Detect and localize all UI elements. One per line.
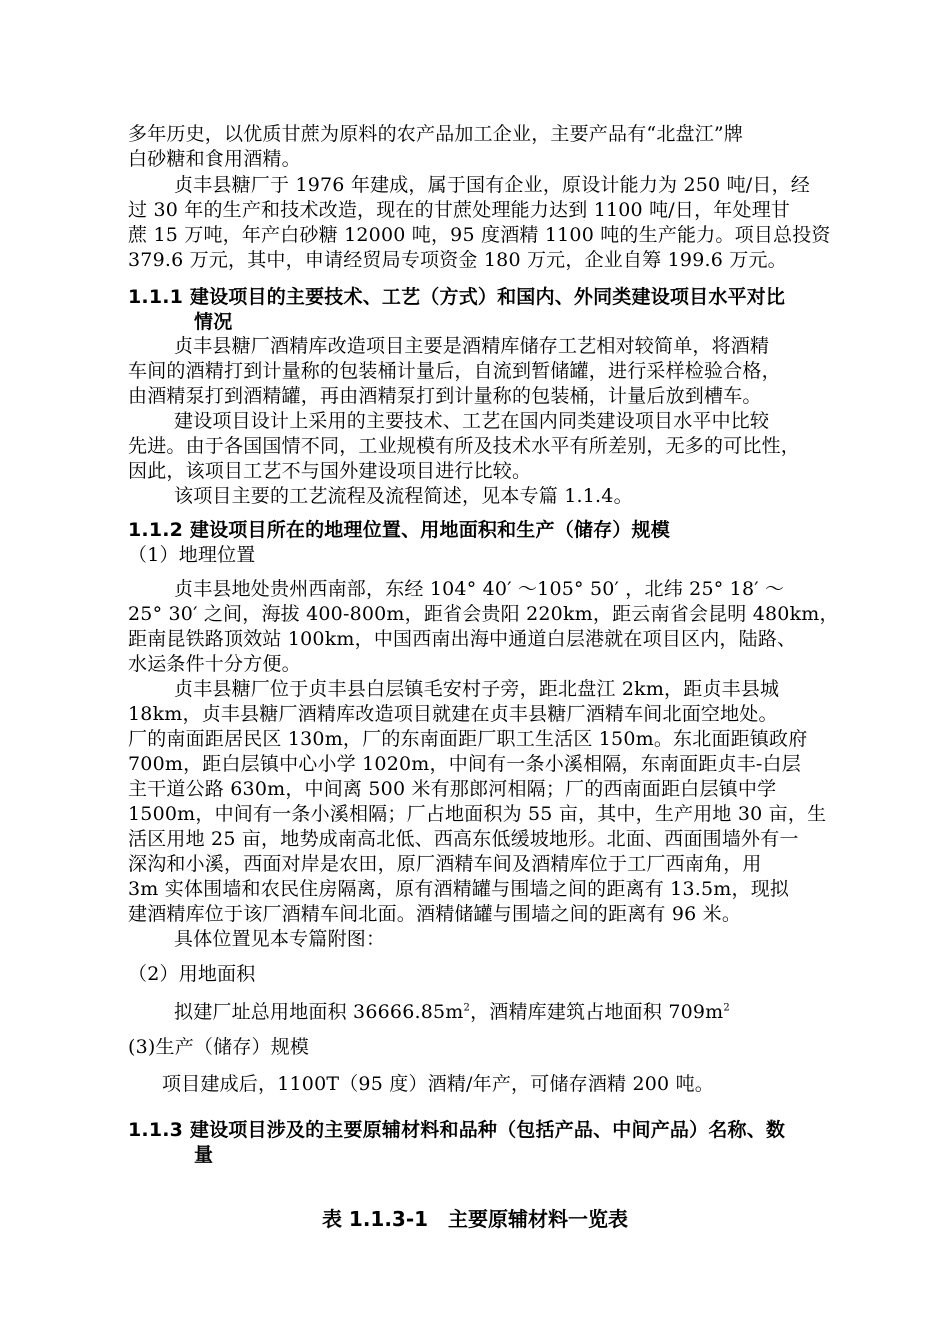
intro-para2-line-4: 379.6 万元，其中，申请经贸局专项资金 180 万元，企业自筹 199.6 万元。	[128, 249, 787, 271]
s111-para1-line-1: 贞丰县糖厂酒精库改造项目主要是酒精库储存工艺相对较简单，将酒精	[174, 335, 770, 357]
s112-para1-line-3: 距南昆铁路顶效站 100km，中国西南出海中通道白层港就在项目区内，陆路、	[128, 628, 797, 650]
superscript-b: 2	[723, 1002, 730, 1014]
subheading-location: （1）地理位置	[128, 544, 256, 566]
subheading-land-area: （2）用地面积	[128, 963, 256, 985]
s111-para2-line-2: 先进。由于各国国情不同，工业规模有所及技术水平有所差别，无多的可比性，	[128, 435, 801, 457]
s112-para1-line-1: 贞丰县地处贵州西南部，东经 104° 40′ ～105° 50′ ，北纬 25° 18′ ～	[174, 578, 785, 600]
s111-para2-line-3: 因此，该项目工艺不与国外建设项目进行比较。	[128, 460, 532, 482]
section-1-1-2-heading: 1.1.2 建设项目所在的地理位置、用地面积和生产（储存）规模	[128, 519, 670, 541]
s112-para2-line-7: 活区用地 25 亩，地势成南高北低、西高东低缓坡地形。北面、西面围墙外有一	[128, 828, 799, 850]
s112-para2-line-3: 厂的南面距居民区 130m，厂的东南面距厂职工生活区 150m。东北面距镇政府	[128, 728, 808, 750]
s112-para2-line-2: 18km，贞丰县糖厂酒精库改造项目就建在贞丰县糖厂酒精车间北面空地处。	[128, 703, 778, 725]
s112-para1-line-2: 25° 30′ 之间，海拔 400-800m，距省会贵阳 220km，距云南省会昆明 480km，	[128, 603, 839, 625]
intro-para2-line-1: 贞丰县糖厂于 1976 年建成，属于国有企业，原设计能力为 250 吨/日，经	[174, 174, 810, 196]
s111-para3: 该项目主要的工艺流程及流程简述，见本专篇 1.1.4。	[174, 485, 633, 507]
section-1-1-1-heading-cont: 情况	[194, 311, 233, 333]
section-1-1-1-heading: 1.1.1 建设项目的主要技术、工艺（方式）和国内、外同类建设项目水平对比	[128, 286, 786, 308]
s112-para2-line-8: 深沟和小溪，西面对岸是农田，原厂酒精车间及酒精库位于工厂西南角，用	[128, 853, 762, 875]
s112-para2-line-10: 建酒精库位于该厂酒精车间北面。酒精储罐与围墙之间的距离有 96 米。	[128, 903, 742, 925]
table-title: 表 1.1.3-1 主要原辅材料一览表	[321, 1207, 629, 1231]
s112-para2-line-4: 700m，距白层镇中心小学 1020m，中间有一条小溪相隔，东南面距贞丰-白层	[128, 753, 801, 775]
section-1-1-3-heading: 1.1.3 建设项目涉及的主要原辅材料和品种（包括产品、中间产品）名称、数	[128, 1119, 786, 1141]
land-area-total: 拟建厂址总用地面积 36666.85m	[174, 1001, 464, 1023]
s112-para1-line-4: 水运条件十分方便。	[128, 653, 301, 675]
production-scale-text: 项目建成后，1100T（95 度）酒精/年产，可储存酒精 200 吨。	[162, 1073, 714, 1095]
s112-para2-line-9: 3m 实体围墙和农民住房隔离，原有酒精罐与围墙之间的距离有 13.5m，现拟	[128, 878, 790, 900]
subheading-production-scale: (3)生产（储存）规模	[128, 1036, 310, 1058]
s111-para2-line-1: 建设项目设计上采用的主要技术、工艺在国内同类建设项目水平中比较	[174, 410, 770, 432]
intro-line-2: 白砂糖和食用酒精。	[128, 148, 301, 170]
s111-para1-line-3: 由酒精泵打到酒精罐，再由酒精泵打到计量称的包装桶，计量后放到槽车。	[128, 385, 762, 407]
intro-para2-line-2: 过 30 年的生产和技术改造，现在的甘蔗处理能力达到 1100 吨/日，年处理甘	[128, 199, 791, 221]
intro-para2-line-3: 蔗 15 万吨，年产白砂糖 12000 吨，95 度酒精 1100 吨的生产能力。项目总投资	[128, 224, 831, 246]
s112-para2-line-5: 主干道公路 630m，中间离 500 米有那郎河相隔；厂的西南面距白层镇中学	[128, 778, 777, 800]
s112-para3: 具体位置见本专篇附图：	[174, 928, 386, 950]
section-1-1-3-heading-cont: 量	[194, 1144, 214, 1166]
land-area-building: ，酒精库建筑占地面积 709m	[470, 1001, 724, 1023]
s111-para1-line-2: 车间的酒精打到计量称的包装桶计量后，自流到暂储罐，进行采样检验合格，	[128, 360, 781, 382]
superscript-a: 2	[463, 1002, 471, 1014]
intro-line-1: 多年历史，以优质甘蔗为原料的农产品加工企业，主要产品有“北盘江”牌	[128, 123, 744, 145]
s112-para2-line-1: 贞丰县糖厂位于贞丰县白层镇毛安村子旁，距北盘江 2km，距贞丰县城	[174, 678, 780, 700]
land-area-text	[174, 1000, 868, 1025]
s112-para2-line-6: 1500m，中间有一条小溪相隔；厂占地面积为 55 亩，其中，生产用地 30 亩，生	[128, 803, 827, 825]
